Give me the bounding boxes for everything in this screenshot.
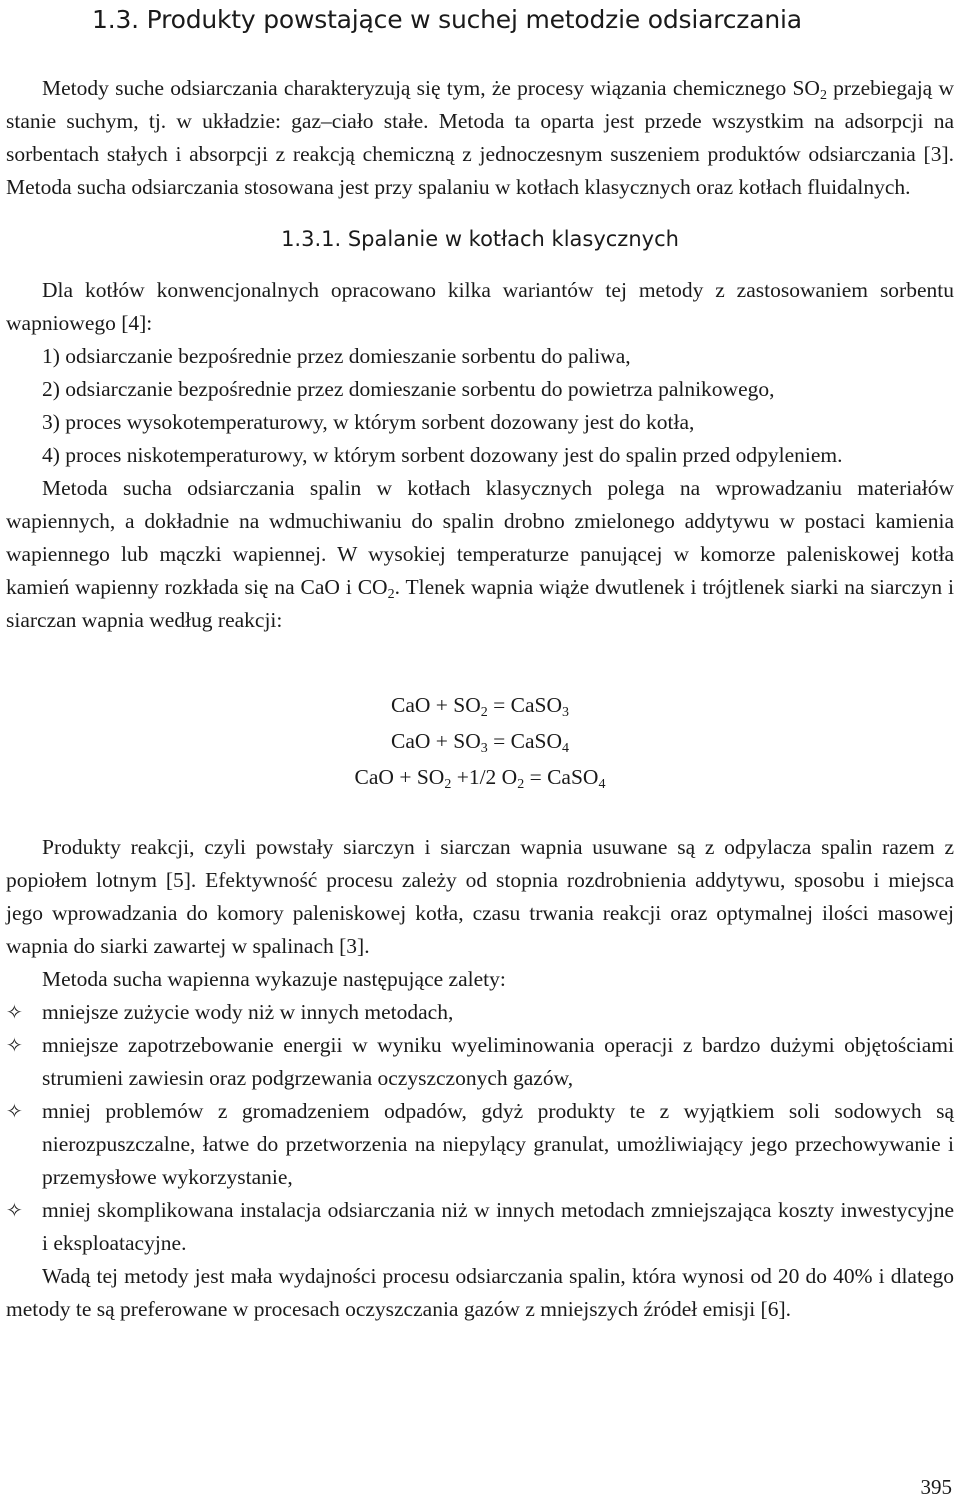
intro-text-1: Metody suche odsiarczania charakteryzują się tym, że procesy wiązania chemicznego SO [42, 76, 820, 100]
intro-text-2: przebiegają w stanie suchym, tj. w układzie: gaz–ciało stałe. Metoda ta oparta jest przede wszystkim na adsorpcji na sorbentach stałych i absorpcji z reakcją chemiczną z jednoczesnym suszeniem produktów odsiarczania [3]. Metoda sucha odsiarczania stosowana jest przy spalaniu w kotłach klasycznych oraz kotłach fluidalnych. [6, 76, 954, 199]
document-page [6, 0, 954, 1326]
page-number: 395 [920, 1475, 952, 1499]
method-subscript: 2 [387, 587, 395, 602]
list-item: ✧ mniej problemów z gromadzeniem odpadów, gdyż produkty te z wyjątkiem soli sodowych są nierozpuszczalne, łatwe do przetworzenia na niepylący granulat, umożliwiający jego przechowywanie i przemysłowe wykorzystanie, [6, 1095, 954, 1194]
method-paragraph [6, 472, 954, 637]
list-item: ✧ mniejsze zapotrzebowanie energii w wyniku wyeliminowania operacji z bardzo dużymi objętościami strumieni zawiesin oraz podgrzewania oczyszczonych gazów, [6, 1029, 954, 1095]
advantages-intro: Metoda sucha wapienna wykazuje następujące zalety: [42, 967, 506, 991]
diamond-bullet-icon: ✧ [6, 1033, 23, 1057]
advantages-list [6, 996, 954, 1260]
section-title: 1.3. Produkty powstające w suchej metodzie odsiarczania [92, 5, 802, 34]
diamond-bullet-icon: ✧ [6, 1000, 23, 1024]
intro-paragraph [6, 72, 954, 204]
drawback-paragraph: Wadą tej metody jest mała wydajności procesu odsiarczania spalin, która wynosi od 20 do 40% i dlatego metody te są preferowane w procesach oczyszczania gazów z mniejszych źródeł emisji [6]. [6, 1264, 954, 1321]
method-text-1: Metoda sucha odsiarczania spalin w kotłach klasycznych polega na wprowadzaniu materiałów wapiennych, a dokładnie na wdmuchiwaniu do spalin drobno zmielonego addytywu w postaci kamienia wapiennego lub mączki wapiennej. W wysokiej temperaturze panującej w komorze paleniskowej kotła kamień wapienny rozkłada się na CaO i CO [6, 476, 954, 599]
list-item: ✧ mniejsze zużycie wody niż w innych metodach, [6, 996, 954, 1029]
equation-1: CaO + $SO_2$ = CaSO$_3$ [390, 693, 570, 720]
numbered-item-1: 1) odsiarczanie bezpośrednie przez domieszanie sorbentu do paliwa, [42, 344, 631, 368]
diamond-bullet-icon: ✧ [6, 1198, 23, 1222]
equation-2: CaO + $SO_3$ = CaSO$_4$ [390, 729, 570, 756]
equation-3: CaO + $SO_2 +1/2$ $O_2$ = CaSO$_4$ [354, 765, 606, 792]
reaction-equations [6, 687, 954, 795]
method-text-2: . Tlenek wapnia wiąże dwutlenek i trójtlenek siarki na siarczyn i siarczan wapnia według reakcji: [6, 575, 954, 632]
variants-paragraph: Dla kotłów konwencjonalnych opracowano kilka wariantów tej metody z zastosowaniem sorbentu wapniowego [4]: [6, 278, 954, 335]
subsection-title: 1.3.1. Spalanie w kotłach klasycznych [281, 227, 679, 251]
products-paragraph: Produkty reakcji, czyli powstały siarczyn i siarczan wapnia usuwane są z odpylacza spalin razem z popiołem lotnym [5]. Efektywność procesu zależy od stopnia rozdrobnienia addytywu, sposobu i miejsca jego wprowadzania do komory paleniskowej kotła, czasu trwania reakcji oraz optymalnej ilości masowej wapnia do siarki zawartej w spalinach [3]. [6, 835, 954, 958]
diamond-bullet-icon: ✧ [6, 1099, 23, 1123]
numbered-item-4: 4) proces niskotemperaturowy, w którym sorbent dozowany jest do spalin przed odpyleniem. [42, 443, 843, 467]
numbered-item-2: 2) odsiarczanie bezpośrednie przez domieszanie sorbentu do powietrza palnikowego, [42, 377, 775, 401]
intro-subscript: 2 [819, 88, 827, 103]
list-item: ✧ mniej skomplikowana instalacja odsiarczania niż w innych metodach zmniejszająca koszty inwestycyjne i eksploatacyjne. [6, 1194, 954, 1260]
numbered-item-3: 3) proces wysokotemperaturowy, w którym sorbent dozowany jest do kotła, [42, 410, 695, 434]
